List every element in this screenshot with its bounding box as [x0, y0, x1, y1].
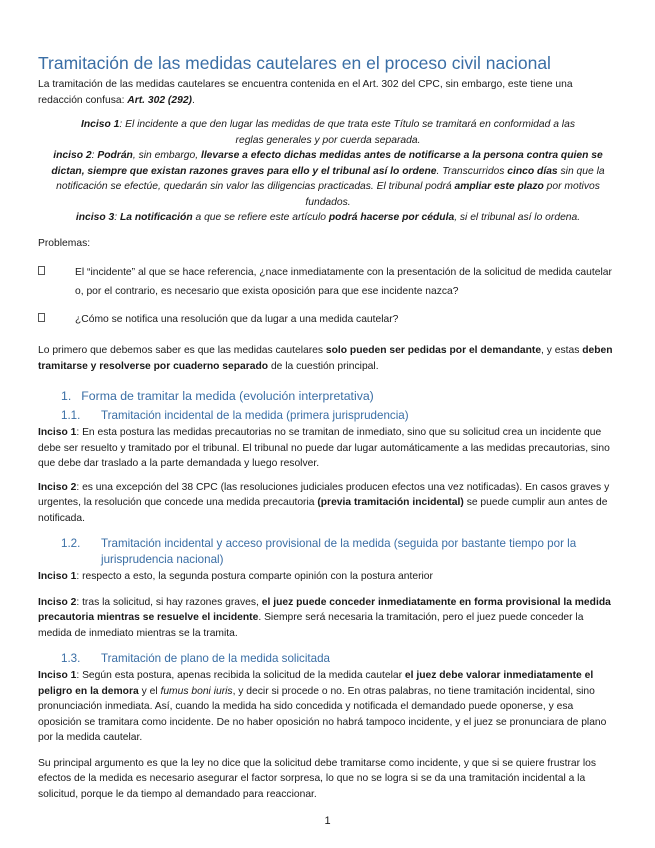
- s11-inciso-2: Inciso 2: es una excepción del 38 CPC (las resoluciones judiciales producen efectos una vez notificadas). En casos graves y urgentes, la resolución que concede una medida precautoria (previa tramitación incidental) se puede cumplir aun antes de notificada.: [38, 481, 610, 524]
- s11-inciso-1: Inciso 1: En esta postura las medidas precautorias no se tramitan de inmediato, sino que su solicitud crea un incidente que debe ser resuelto y tramitado por el tribunal. El tribunal no puede dar lugar automáticamente a las medidas precautorias, sino que debe dar traslado a la parte demandada y luego resolver.: [38, 427, 610, 469]
- quote-inciso-3: inciso 3: La notificación a que se refiere este artículo podrá hacerse por cédula, si el tribunal así lo ordena.: [75, 212, 581, 223]
- paragraph-first: Lo primero que debemos saber es que las medidas cautelares solo pueden ser pedidas por el demandante, y estas deben tramitarse y resolverse por cuaderno separado de la cuestión principal.: [38, 345, 613, 372]
- bullet-box-icon: [38, 266, 45, 275]
- quote-inciso-2: inciso 2: Podrán, sin embargo, llevarse a efecto dichas medidas antes de notificarse a la persona contra quien se dictan, siempre que existan razones graves para ello y el tribunal así lo ordene. Transcurridos cinco días sin que la notificación se efectúe, quedarán sin valor las diligencias practicadas. El tribunal podrá ampliar este plazo por motivos fundados.: [51, 150, 605, 208]
- quote-inciso-1: Inciso 1: El incidente a que den lugar las medidas de que trata este Título se tramitará en conformidad a las reglas generales y por cuerda separada.: [81, 119, 575, 146]
- s13-inciso-1: Inciso 1: Según esta postura, apenas recibida la solicitud de la medida cautelar el juez debe valorar inmediatamente el peligro en la demora y el fumus boni iuris, y decir si procede o no. En otras palabras, no tiene tramitación incidental, sino pronunciación inmediata. Así, cuando la medida ha sido concedida y notificada el demandado puede oponerse, y esa oposición se tramitara como incidente. De no haber oposición no habrá tampoco incidente, y el juez se pronunciara de plano por la medida cautelar.: [38, 670, 607, 743]
- section-heading-1-1: 1.1. Tramitación incidental de la medida (primera jurisprudencia): [61, 409, 409, 422]
- s13-argument-paragraph: Su principal argumento es que la ley no dice que la solicitud debe tramitarse como incidente, y que si se quiere frustrar los efectos de la medida es necesario asegurar el factor sorpresa, lo que no se logra si se da una tramitación incidental a la solicitud, porque le da tiempo al demandado para reaccionar.: [38, 757, 597, 800]
- page-number: 1: [324, 815, 331, 827]
- problems-label: Problemas:: [38, 237, 91, 249]
- list-item: El “incidente” al que se hace referencia, ¿nace inmediatamente con la presentación de la solicitud de medida cautelar o, por el contrario, es necesario que exista oposición para que ese incidente nazca?: [38, 263, 618, 301]
- section-heading-1: 1. Forma de tramitar la medida (evolución interpretativa): [61, 389, 374, 403]
- section-heading-1-3: 1.3. Tramitación de plano de la medida solicitada: [61, 652, 330, 665]
- section-heading-1-2: 1.2. Tramitación incidental y acceso provisional de la medida (seguida por bastante tiempo por la jurisprudencia nacional): [61, 537, 577, 566]
- s12-inciso-2: Inciso 2: tras la solicitud, si hay razones graves, el juez puede conceder inmediatamente en forma provisional la medida precautoria mientras se resuelve el incidente. Siempre será necesaria la tramitación, pero el juez puede conceder la medida de inmediato mientras se la tramita.: [38, 596, 611, 639]
- bullet-box-icon: [38, 313, 45, 322]
- s12-inciso-1: Inciso 1: respecto a esto, la segunda postura comparte opinión con la postura anterior: [38, 571, 433, 582]
- page-title: Tramitación de las medidas cautelares en el proceso civil nacional: [38, 53, 551, 73]
- article-quote: [38, 117, 618, 226]
- intro-paragraph: La tramitación de las medidas cautelares se encuentra contenida en el Art. 302 del CPC, sin embargo, este tiene una redacción confusa: Art. 302 (292).: [38, 79, 573, 106]
- document-page: [38, 52, 618, 802]
- list-item: ¿Cómo se notifica una resolución que da lugar a una medida cautelar?: [38, 310, 618, 329]
